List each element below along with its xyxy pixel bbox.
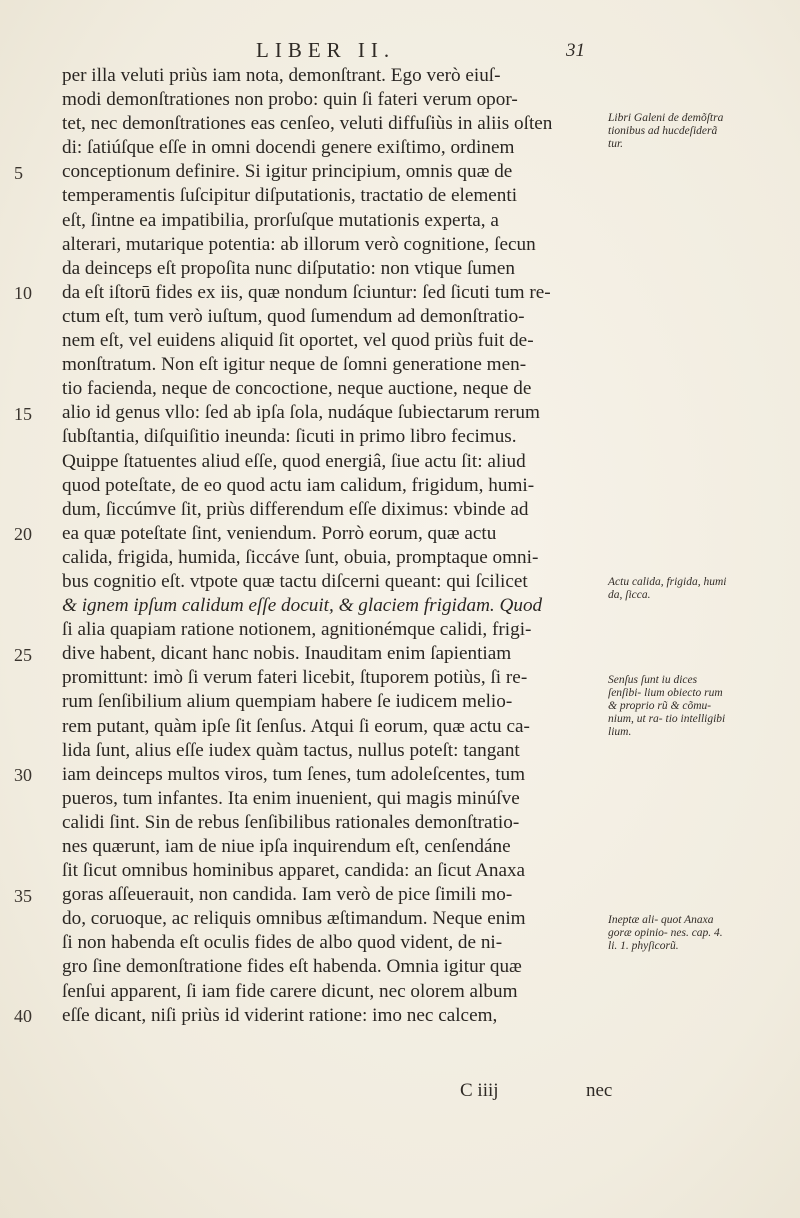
line-number: 40 — [14, 1006, 32, 1026]
text-line: ea quæ poteſtate ſint, veniendum. Porrò eorum, quæ actu — [62, 522, 497, 544]
text-line: di: ſatiúſque eſſe in omni docendi genere exiſtimo, ordinem — [62, 137, 515, 159]
margin-note: Ineptæ ali- quot Anaxa goræ opinio- nes. cap. 4. li. 1. phyſicorũ. — [608, 914, 723, 952]
text-line: tio facienda, neque de concoctione, neque auctione, neque de — [62, 378, 532, 400]
text-line: modi demonſtrationes non probo: quin ſi fateri verum opor- — [62, 89, 518, 111]
text-line: calidi ſint. Sin de rebus ſenſibilibus rationales demonſtratio- — [62, 811, 520, 833]
text-line: promittunt: imò ſi verum fateri licebit, ſtuporem potiùs, ſi re- — [62, 667, 528, 689]
text-line: nem eſt, vel euidens aliquid ſit oportet, vel quod priùs fuit de- — [62, 330, 534, 352]
text-line: ſubſtantia, diſquiſitio ineunda: ſicuti in primo libro fecimus. — [62, 426, 517, 448]
line-number: 25 — [14, 645, 32, 665]
text-line: ctum eſt, tum verò iuſtum, quod ſumendum ad demonſtratio- — [62, 305, 525, 327]
text-line: temperamentis ſuſcipitur diſputationis, tractatio de elementi — [62, 185, 518, 207]
text-line: eſſe dicant, niſi priùs id viderint ratione: imo nec calcem, — [62, 1004, 498, 1026]
catchword: nec — [586, 1080, 613, 1101]
text-line: Quippe ſtatuentes aliud eſſe, quod energiâ, ſiue actu ſit: aliud — [62, 450, 526, 472]
line-number: 15 — [14, 404, 32, 424]
line-number: 30 — [14, 765, 32, 785]
text-line: calida, frigida, humida, ſiccáve ſunt, obuia, promptaque omni- — [62, 546, 539, 568]
text-line: alio id genus vllo: ſed ab ipſa ſola, nudáque ſubiectarum rerum — [62, 402, 540, 424]
running-title: LIBER II. — [256, 38, 396, 62]
body-text — [62, 64, 604, 1028]
line-number: 20 — [14, 524, 32, 544]
text-line: gro ſine demonſtratione fides eſt habenda. Omnia igitur quæ — [62, 956, 522, 978]
text-line: rem putant, quàm ipſe ſit ſenſus. Atqui ſi eorum, quæ actu ca- — [62, 715, 530, 737]
margin-note: Senſus ſunt iu dices ſenſibi- lium obiecto rum & proprio rũ & cõmu- nium, ut ra- tio intelligibi lium. — [608, 674, 726, 738]
text-line: goras aſſeuerauit, non candida. Iam verò de pice ſimili mo- — [62, 884, 513, 906]
text-line: ſi non habenda eſt oculis fides de albo quod vident, de ni- — [62, 932, 503, 954]
text-line: ſi alia quapiam ratione notionem, agnitionémque calidi, frigi- — [62, 619, 532, 641]
text-line: dive habent, dicant hanc nobis. Inauditam enim ſapientiam — [62, 643, 512, 665]
text-line: da eſt iſtorū fides ex iis, quæ nondum ſciuntur: ſed ſicuti tum re- — [62, 281, 551, 303]
text-line: do, coruoque, ac reliquis omnibus æſtimandum. Neque enim — [62, 908, 526, 930]
line-number: 10 — [14, 283, 32, 303]
text-line: lida ſunt, alius eſſe iudex quàm tactus, nullus poteſt: tangant — [62, 739, 520, 761]
text-line: conceptionum definire. Si igitur principium, omnis quæ de — [62, 161, 513, 183]
text-line: eſt, ſintne ea impatibilia, prorſuſque mutationis experta, a — [62, 209, 499, 231]
text-line: iam deinceps multos viros, tum ſenes, tum adoleſcentes, tum — [62, 763, 526, 785]
line-number: 35 — [14, 886, 32, 906]
line-number: 5 — [14, 163, 23, 183]
text-line: nes quærunt, iam de niue ipſa inquirendum eſt, cenſendáne — [62, 836, 511, 857]
signature-mark: C iiij — [460, 1080, 499, 1101]
text-line: ſenſui apparent, ſi iam fide carere dicunt, nec olorem album — [62, 980, 518, 1002]
text-line: & ignem ipſum calidum eſſe docuit, & glaciem frigidam. Quod — [62, 595, 543, 617]
text-line: tet, nec demonſtrationes eas cenſeo, veluti diffuſiùs in aliis oſten — [62, 113, 553, 135]
text-line: quod poteſtate, de eo quod actu iam calidum, frigidum, humi- — [62, 474, 535, 496]
text-line: ſit ſicut omnibus hominibus apparet, candida: an ſicut Anaxa — [62, 860, 526, 882]
text-line: monſtratum. Non eſt igitur neque de ſomni generatione men- — [62, 354, 527, 376]
page-number: 31 — [566, 40, 585, 61]
text-line: da deinceps eſt propoſita nunc diſputatio: non vtique ſumen — [62, 257, 515, 279]
text-line: alterari, mutarique potentia: ab illorum verò cognitione, ſecun — [62, 233, 536, 255]
text-line: bus cognitio eſt. vtpote quæ tactu diſcerni queant: qui ſcilicet — [62, 570, 528, 592]
margin-note: Actu calida, frigida, humi da, ſicca. — [608, 576, 727, 601]
text-line: rum ſenſibilium alium quempiam habere ſe iudicem melio- — [62, 691, 513, 713]
text-line: per illa veluti priùs iam nota, demonſtrant. Ego verò eiuſ- — [62, 65, 501, 86]
margin-note: Libri Galeni de demõſtra tionibus ad hucdeſiderã tur. — [608, 112, 724, 150]
text-line: dum, ſiccúmve ſit, priùs differendum eſſe diximus: vbinde ad — [62, 498, 529, 520]
text-line: pueros, tum infantes. Ita enim inuenient, qui magis minúſve — [62, 787, 520, 809]
